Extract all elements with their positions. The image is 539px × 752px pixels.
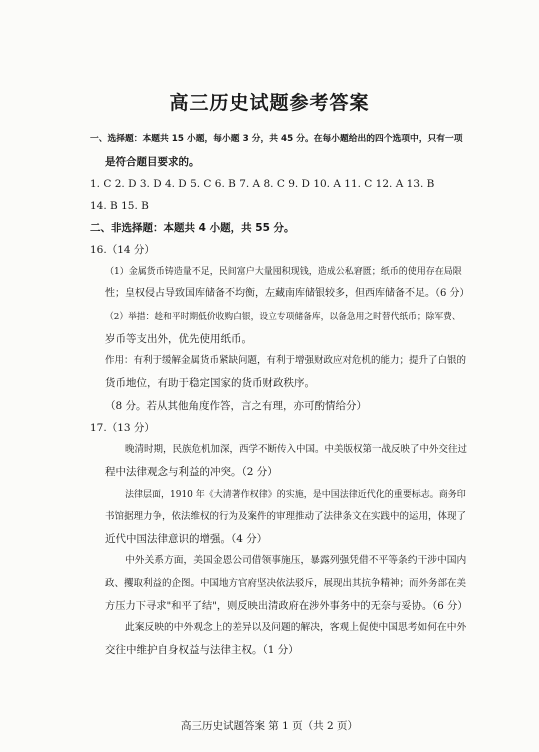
q16-part2-line2: 岁币等支出外，优先使用纸币。 — [105, 333, 252, 345]
section2-heading: 二、非选择题：本题共 4 小题，共 55 分。 — [90, 222, 295, 234]
section1-heading-line1: 一、选择题：本题共 15 小题，每小题 3 分，共 45 分。在每小题给出的四个选项中，只有一项 — [90, 134, 463, 144]
choice-answers-line2: 14. B 15. B — [90, 200, 149, 212]
q17-para3-line1: 中外关系方面，美国金恩公司借领事施压，暴露列强凭借不平等条约干涉中国内 — [125, 555, 467, 566]
q17-para2-line2: 书馆据理力争，依法维权的行为及案件的审理推动了法律条文在实践中的运用，体现了 — [105, 511, 467, 522]
choice-answers-line1: 1. C 2. D 3. D 4. D 5. C 6. B 7. A 8. C 9. D 10. A 11. C 12. A 13. B — [90, 178, 435, 190]
page-footer: 高三历史试题答案 第 1 页（共 2 页） — [180, 720, 359, 732]
q16-part1-line1: （1）金属货币铸造量不足，民间富户大量囤积现钱，造成公私窘匮；纸币的使用存在局限 — [105, 267, 462, 277]
q17-para3-line3: 方压力下寻求"和平了结"，则反映出清政府在涉外事务中的无奈与妥协。（6 分） — [105, 600, 468, 612]
q16-number: 16.（14 分） — [90, 244, 155, 256]
q17-para1-line2: 程中法律观念与利益的冲突。（2 分） — [105, 466, 278, 478]
q17-number: 17.（13 分） — [90, 422, 155, 434]
q17-para3-line2: 政、攫取利益的企图。中国地方官府坚决依法驳斥，展现出其抗争精神；而外务部在美 — [105, 578, 467, 589]
q16-effect-line2: 货币地位，有助于稳定国家的货币财政秩序。 — [105, 377, 315, 389]
q17-para1-line1: 晚清时期，民族危机加深，西学不断传入中国。中美版权第一战反映了中外交往过 — [125, 444, 468, 455]
q17-para4-line1: 此案反映的中外观念上的差异以及问题的解决，客观上促使中国思考如何在中外 — [125, 622, 467, 633]
q16-part2-line1: （2）举措：趁和平时期低价收购白银，设立专项储备库，以备急用之时替代纸币；除军费、 — [105, 312, 461, 322]
q16-part1-line2: 性；皇权侵占导致国库储备不均衡，左藏南库储银较多，但西库储备不足。（6 分） — [105, 288, 470, 299]
section1-heading-line2: 是符合题目要求的。 — [105, 156, 200, 168]
q17-para2-line1: 法律层面，1910 年《大清著作权律》的实施，是中国法律近代化的重要标志。商务印 — [125, 490, 466, 500]
q16-effect-line1: 作用：有利于缓解金属货币紧缺问题，有利于增强财政应对危机的能力；提升了白银的 — [105, 355, 467, 366]
page-title: 高三历史试题参考答案 — [169, 92, 370, 114]
q16-scoring-note: （8 分。若从其他角度作答，言之有理，亦可酌情给分） — [105, 400, 368, 412]
q17-para4-line2: 交往中维护自身权益与法律主权。（1 分） — [105, 644, 299, 656]
q17-para2-line3: 近代中国法律意识的增强。（4 分） — [105, 533, 268, 545]
